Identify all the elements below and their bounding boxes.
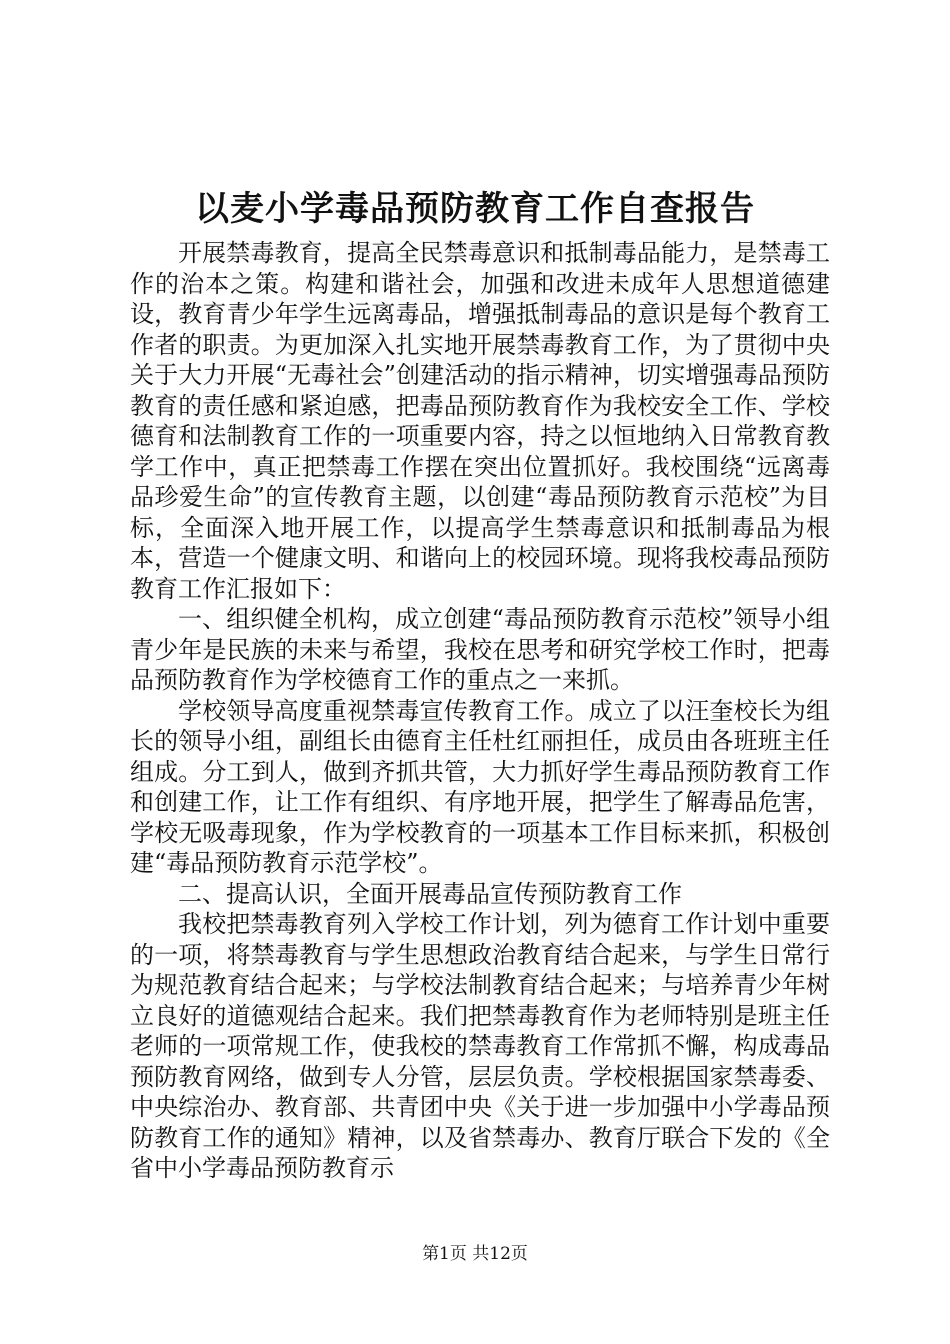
document-title: 以麦小学毒品预防教育工作自查报告 (195, 189, 755, 229)
paragraph-section-2-body: 我校把禁毒教育列入学校工作计划，列为德育工作计划中重要的一项，将禁毒教育与学生思想政治教育结合起来，与学生日常行为规范教育结合起来；与学校法制教育结合起来；与培养青少年树立良好的道德观结合起来。我们把禁毒教育作为老师特别是班主任老师的一项常规工作，使我校的禁毒教育工作常抓不懈，构成毒品预防教育网络，做到专人分管，层层负责。学校根据国家禁毒委、中央综治办、教育部、共青团中央《关于进一步加强中小学毒品预防教育工作的通知》精神，以及省禁毒办、教育厅联合下发的《全省中小学毒品预防教育示 (130, 910, 830, 1182)
paragraph-section-2-heading: 二、提高认识，全面开展毒品宣传预防教育工作 (178, 879, 682, 908)
paragraph-section-1: 一、组织健全机构，成立创建“毒品预防教育示范校”领导小组青少年是民族的未来与希望，我校在思考和研究学校工作时，把毒品预防教育作为学校德育工作的重点之一来抓。 (130, 605, 830, 694)
page-number-footer: 第1页 共12页 (422, 1244, 528, 1264)
document-body (130, 238, 830, 1184)
paragraph-intro: 开展禁毒教育，提高全民禁毒意识和抵制毒品能力，是禁毒工作的治本之策。构建和谐社会，加强和改进未成年人思想道德建设，教育青少年学生远离毒品，增强抵制毒品的意识是每个教育工作者的职责。为更加深入扎实地开展禁毒教育工作，为了贯彻中央关于大力开展“无毒社会”创建活动的指示精神，切实增强毒品预防教育的责任感和紧迫感，把毒品预防教育作为我校安全工作、学校德育和法制教育工作的一项重要内容，持之以恒地纳入日常教育教学工作中，真正把禁毒工作摆在突出位置抓好。我校围绕“远离毒品珍爱生命”的宣传教育主题，以创建“毒品预防教育示范校”为目标，全面深入地开展工作，以提高学生禁毒意识和抵制毒品为根本，营造一个健康文明、和谐向上的校园环境。现将我校毒品预防教育工作汇报如下： (130, 239, 830, 603)
paragraph-leadership: 学校领导高度重视禁毒宣传教育工作。成立了以汪奎校长为组长的领导小组，副组长由德育主任杜红丽担任，成员由各班班主任组成。分工到人，做到齐抓共管，大力抓好学生毒品预防教育工作和创建工作，让工作有组织、有序地开展，把学生了解毒品危害，学校无吸毒现象，作为学校教育的一项基本工作目标来抓，积极创建“毒品预防教育示范学校”。 (130, 696, 830, 877)
